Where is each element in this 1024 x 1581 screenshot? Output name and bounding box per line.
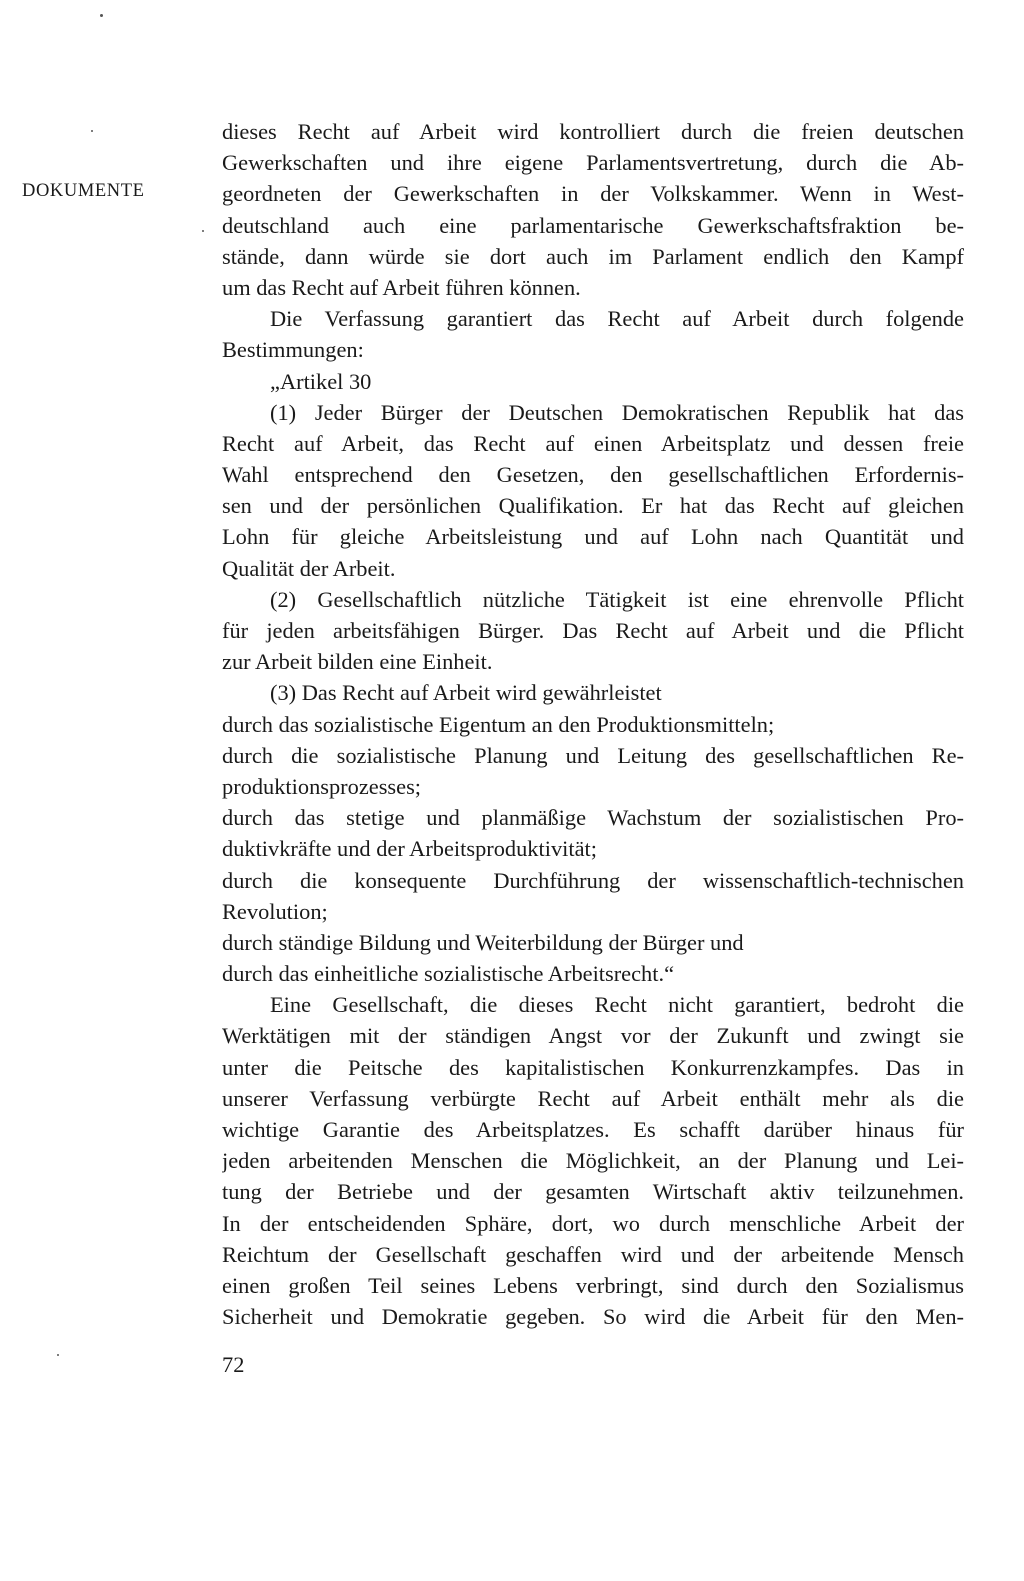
text-line: Wahl entsprechend den Gesetzen, den gesellschaftlichen Erfordernis-: [222, 462, 964, 488]
text-line: Lohn für gleiche Arbeitsleistung und auf Lohn nach Quantität und: [222, 524, 964, 550]
text-line: In der entscheidenden Sphäre, dort, wo durch menschliche Arbeit der: [222, 1210, 964, 1236]
text-line: (2) Gesellschaftlich nützliche Tätigkeit ist eine ehrenvolle Pflicht: [270, 586, 964, 612]
text-line: Qualität der Arbeit.: [222, 555, 396, 581]
text-line: Gewerkschaften und ihre eigene Parlamentsvertretung, durch die Ab-: [222, 150, 964, 176]
text-line: Die Verfassung garantiert das Recht auf Arbeit durch folgende: [270, 306, 964, 332]
text-line: unter die Peitsche des kapitalistischen Konkurrenzkampfes. Das in: [222, 1054, 964, 1080]
text-line: einen großen Teil seines Lebens verbringt, sind durch den Sozialismus: [222, 1272, 964, 1298]
text-line: durch das einheitliche sozialistische Arbeitsrecht.“: [222, 961, 675, 987]
text-line: um das Recht auf Arbeit führen können.: [222, 274, 581, 300]
print-speck: [57, 1354, 59, 1356]
text-line: unserer Verfassung verbürgte Recht auf Arbeit enthält mehr als die: [222, 1085, 964, 1111]
text-line: tung der Betriebe und der gesamten Wirtschaft aktiv teilzunehmen.: [222, 1179, 964, 1205]
text-line: Werktätigen mit der ständigen Angst vor der Zukunft und zwingt sie: [222, 1023, 964, 1049]
page-number: 72: [222, 1352, 245, 1377]
text-line: deutschland auch eine parlamentarische Gewerkschaftsfraktion be-: [222, 212, 964, 238]
margin-section-label: DOKUMENTE: [22, 181, 145, 201]
text-line: durch das sozialistische Eigentum an den Produktionsmitteln;: [222, 711, 775, 737]
print-speck: [91, 130, 93, 132]
text-line: sen und der persönlichen Qualifikation. Er hat das Recht auf gleichen: [222, 493, 964, 519]
text-line: Bestimmungen:: [222, 337, 364, 363]
text-line: (1) Jeder Bürger der Deutschen Demokratischen Republik hat das: [270, 399, 964, 425]
text-line: Sicherheit und Demokratie gegeben. So wird die Arbeit für den Men-: [222, 1304, 964, 1330]
text-line: wichtige Garantie des Arbeitsplatzes. Es schafft darüber hinaus für: [222, 1117, 964, 1142]
text-line: Eine Gesellschaft, die dieses Recht nicht garantiert, bedroht die: [270, 992, 964, 1018]
text-line: (3) Das Recht auf Arbeit wird gewährleistet: [270, 680, 662, 706]
text-line: durch das stetige und planmäßige Wachstum der sozialistischen Pro-: [222, 805, 964, 831]
text-line: dieses Recht auf Arbeit wird kontrolliert durch die freien deutschen: [222, 119, 964, 144]
text-line: durch ständige Bildung und Weiterbildung der Bürger und: [222, 929, 744, 955]
body-text: [222, 116, 964, 1332]
text-line: Revolution;: [222, 898, 328, 924]
text-line: durch die sozialistische Planung und Leitung des gesellschaftlichen Re-: [222, 742, 964, 768]
text-line: duktivkräfte und der Arbeitsproduktivität;: [222, 836, 597, 862]
text-line: stände, dann würde sie dort auch im Parlament endlich den Kampf: [222, 243, 964, 269]
text-line: Recht auf Arbeit, das Recht auf einen Arbeitsplatz und dessen freie: [222, 430, 964, 456]
print-speck: [202, 230, 204, 232]
text-line: jeden arbeitenden Menschen die Möglichkeit, an der Planung und Lei-: [222, 1148, 964, 1174]
print-speck: [100, 14, 103, 17]
text-line: zur Arbeit bilden eine Einheit.: [222, 649, 493, 675]
text-line: geordneten der Gewerkschaften in der Volkskammer. Wenn in West-: [222, 181, 964, 207]
text-line: Reichtum der Gesellschaft geschaffen wird und der arbeitende Mensch: [222, 1241, 964, 1267]
text-line: durch die konsequente Durchführung der wissenschaftlich-technischen: [222, 867, 964, 893]
text-line: für jeden arbeitsfähigen Bürger. Das Recht auf Arbeit und die Pflicht: [222, 618, 964, 643]
text-line: produktionsprozesses;: [222, 773, 422, 799]
text-line: „Artikel 30: [270, 368, 372, 394]
